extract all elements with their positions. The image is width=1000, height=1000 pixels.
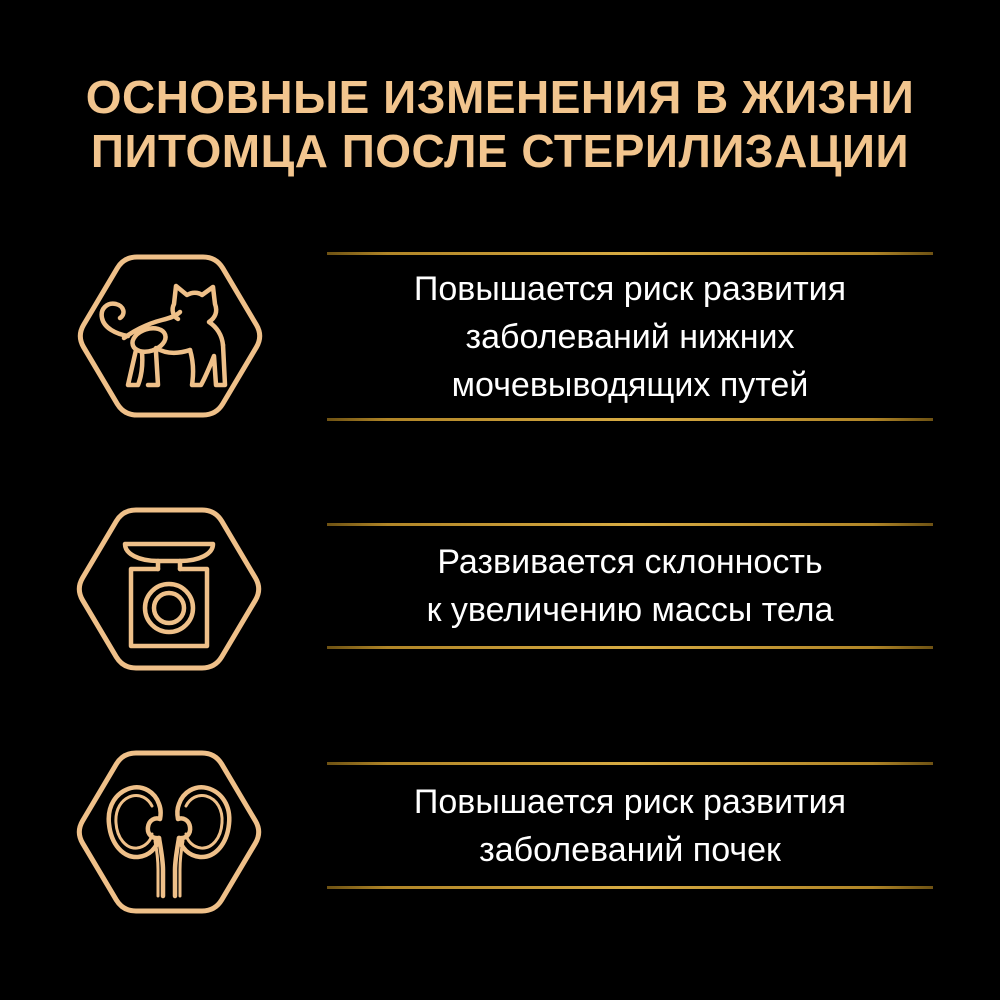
text-line: к увеличению массы тела [426,591,834,629]
info-text-urinary [327,255,933,418]
page-title-line1: ОСНОВНЫЕ ИЗМЕНЕНИЯ В ЖИЗНИ [85,71,915,123]
hexagon-outline [79,753,258,911]
text-line: заболеваний почек [479,830,781,869]
right-kidney [175,787,229,896]
info-panel-weight [327,523,933,649]
divider-line [327,646,933,649]
cat-hexagon-icon [72,248,268,424]
text-line: мочевыводящих путей [451,365,809,404]
text-line: Повышается риск развития [413,782,847,821]
left-kidney [109,787,163,896]
info-text-weight [327,526,933,646]
hexagon-outline [80,257,259,415]
cat-icon [72,248,268,424]
info-panel-kidney [327,762,933,889]
text-line: Повышается риск развития [413,269,847,308]
text-line: заболеваний нижних [465,317,795,356]
divider-line [327,418,933,421]
scale-icon [71,501,267,677]
page-title [0,70,1000,178]
divider-line [327,886,933,889]
scale-hexagon-icon [71,501,267,677]
info-panel-urinary [327,252,933,421]
text-line: Развивается склонность [437,543,823,581]
kidneys-hexagon-icon [71,744,267,920]
page-title-line2: ПИТОМЦА ПОСЛЕ СТЕРИЛИЗАЦИИ [90,125,910,177]
kidneys-icon [71,744,267,920]
info-text-kidney [327,765,933,886]
